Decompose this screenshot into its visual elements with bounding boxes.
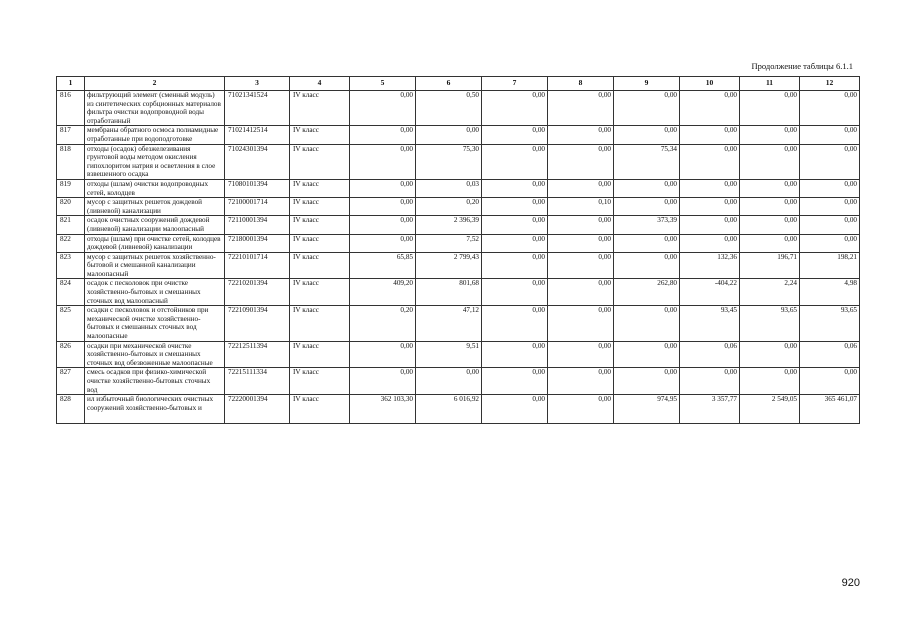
value-col5: 0,00 (350, 341, 416, 368)
value-col9: 974,95 (614, 395, 680, 424)
value-col11: 0,00 (740, 144, 800, 179)
value-col8: 0,00 (548, 216, 614, 234)
value-col11: 0,00 (740, 126, 800, 144)
value-col10: 3 357,77 (680, 395, 740, 424)
value-col6: 0,20 (416, 198, 482, 216)
value-col12: 0,00 (800, 126, 860, 144)
column-header: 9 (614, 77, 680, 91)
value-col8: 0,00 (548, 341, 614, 368)
column-header: 4 (290, 77, 350, 91)
value-col5: 0,20 (350, 306, 416, 341)
value-col7: 0,00 (482, 198, 548, 216)
value-col10: 0,00 (680, 234, 740, 252)
value-col6: 47,12 (416, 306, 482, 341)
row-number: 823 (57, 252, 85, 279)
value-col7: 0,00 (482, 216, 548, 234)
value-col9: 0,00 (614, 306, 680, 341)
hazard-class: IV класс (290, 252, 350, 279)
value-col10: 0,00 (680, 91, 740, 126)
value-col9: 0,00 (614, 234, 680, 252)
table-row (57, 216, 860, 234)
value-col6: 75,30 (416, 144, 482, 179)
value-col11: 0,00 (740, 341, 800, 368)
value-col6: 9,51 (416, 341, 482, 368)
hazard-class: IV класс (290, 234, 350, 252)
value-col9: 0,00 (614, 252, 680, 279)
value-col12: 0,00 (800, 234, 860, 252)
hazard-class: IV класс (290, 395, 350, 424)
value-col11: 0,00 (740, 91, 800, 126)
hazard-class: IV класс (290, 368, 350, 395)
value-col8: 0,00 (548, 179, 614, 197)
value-col8: 0,00 (548, 91, 614, 126)
row-number: 825 (57, 306, 85, 341)
value-col10: -404,22 (680, 279, 740, 306)
value-col7: 0,00 (482, 306, 548, 341)
column-header: 3 (225, 77, 290, 91)
waste-name: мусор с защитных решеток дождевой (ливневой) канализации (85, 198, 225, 216)
value-col10: 0,00 (680, 126, 740, 144)
waste-code: 72100001714 (225, 198, 290, 216)
hazard-class: IV класс (290, 144, 350, 179)
table-row (57, 341, 860, 368)
value-col5: 0,00 (350, 198, 416, 216)
column-header: 10 (680, 77, 740, 91)
value-col11: 0,00 (740, 216, 800, 234)
value-col10: 132,36 (680, 252, 740, 279)
value-col8: 0,00 (548, 126, 614, 144)
value-col10: 0,00 (680, 198, 740, 216)
waste-name: отходы (осадок) обезжелезивания грунтовой воды методом окисления гипохлоритом натрия и осветления в слое взвешенного осадка (85, 144, 225, 179)
value-col9: 373,39 (614, 216, 680, 234)
waste-name: осадок очистных сооружений дождевой (ливневой) канализации малоопасный (85, 216, 225, 234)
value-col11: 0,00 (740, 234, 800, 252)
waste-code: 72220001394 (225, 395, 290, 424)
column-header: 5 (350, 77, 416, 91)
table-row (57, 144, 860, 179)
value-col6: 2 799,43 (416, 252, 482, 279)
value-col6: 6 016,92 (416, 395, 482, 424)
value-col10: 93,45 (680, 306, 740, 341)
waste-name: мусор с защитных решеток хозяйственно-бытовой и смешанной канализации малоопасный (85, 252, 225, 279)
hazard-class: IV класс (290, 126, 350, 144)
value-col12: 4,98 (800, 279, 860, 306)
column-header: 6 (416, 77, 482, 91)
waste-code: 71024301394 (225, 144, 290, 179)
waste-name: осадки с песколовок и отстойников при механической очистке хозяйственно-бытовых и смешанных сточных вод малоопасные (85, 306, 225, 341)
value-col6: 7,52 (416, 234, 482, 252)
column-header: 8 (548, 77, 614, 91)
table-caption: Продолжение таблицы 6.1.1 (751, 61, 853, 71)
value-col8: 0,00 (548, 279, 614, 306)
value-col7: 0,00 (482, 279, 548, 306)
value-col12: 0,00 (800, 144, 860, 179)
value-col12: 0,00 (800, 91, 860, 126)
value-col9: 0,00 (614, 91, 680, 126)
table-row (57, 91, 860, 126)
hazard-class: IV класс (290, 279, 350, 306)
value-col6: 0,00 (416, 368, 482, 395)
value-col5: 362 103,30 (350, 395, 416, 424)
value-col5: 0,00 (350, 144, 416, 179)
waste-name: мембраны обратного осмоса полиамидные отработанные при водоподготовке (85, 126, 225, 144)
value-col9: 0,00 (614, 126, 680, 144)
value-col7: 0,00 (482, 368, 548, 395)
value-col5: 0,00 (350, 234, 416, 252)
value-col7: 0,00 (482, 91, 548, 126)
hazard-class: IV класс (290, 198, 350, 216)
row-number: 817 (57, 126, 85, 144)
value-col6: 0,50 (416, 91, 482, 126)
waste-code: 72180001394 (225, 234, 290, 252)
table-row (57, 368, 860, 395)
table-row (57, 126, 860, 144)
row-number: 819 (57, 179, 85, 197)
value-col5: 0,00 (350, 216, 416, 234)
value-col5: 0,00 (350, 368, 416, 395)
table-row (57, 179, 860, 197)
value-col7: 0,00 (482, 395, 548, 424)
row-number: 820 (57, 198, 85, 216)
waste-name: смесь осадков при физико-химической очистке хозяйственно-бытовых сточных вод (85, 368, 225, 395)
table-row (57, 306, 860, 341)
value-col11: 0,00 (740, 198, 800, 216)
column-header: 7 (482, 77, 548, 91)
value-col6: 0,03 (416, 179, 482, 197)
value-col12: 198,21 (800, 252, 860, 279)
value-col12: 0,00 (800, 198, 860, 216)
value-col12: 0,00 (800, 216, 860, 234)
value-col10: 0,00 (680, 144, 740, 179)
value-col11: 93,65 (740, 306, 800, 341)
waste-name: отходы (шлам) при очистке сетей, колодцев дождевой (ливневой) канализации (85, 234, 225, 252)
value-col10: 0,06 (680, 341, 740, 368)
value-col9: 0,00 (614, 341, 680, 368)
hazard-class: IV класс (290, 306, 350, 341)
value-col5: 0,00 (350, 179, 416, 197)
waste-code: 72212511394 (225, 341, 290, 368)
value-col5: 409,20 (350, 279, 416, 306)
table-row (57, 252, 860, 279)
value-col11: 2 549,05 (740, 395, 800, 424)
row-number: 826 (57, 341, 85, 368)
waste-code: 71021412514 (225, 126, 290, 144)
waste-code: 72210901394 (225, 306, 290, 341)
waste-code: 71080101394 (225, 179, 290, 197)
row-number: 818 (57, 144, 85, 179)
table-row (57, 198, 860, 216)
value-col5: 65,85 (350, 252, 416, 279)
hazard-class: IV класс (290, 341, 350, 368)
waste-name: фильтрующий элемент (сменный модуль) из синтетических сорбционных материалов фильтра очистки водопроводной воды отработанный (85, 91, 225, 126)
value-col7: 0,00 (482, 252, 548, 279)
value-col9: 0,00 (614, 198, 680, 216)
column-header: 1 (57, 77, 85, 91)
header-row (57, 77, 860, 91)
value-col12: 0,06 (800, 341, 860, 368)
value-col11: 2,24 (740, 279, 800, 306)
waste-table (56, 76, 860, 424)
value-col7: 0,00 (482, 179, 548, 197)
value-col10: 0,00 (680, 368, 740, 395)
table-row (57, 279, 860, 306)
column-header: 12 (800, 77, 860, 91)
waste-code: 71021341524 (225, 91, 290, 126)
waste-code: 72215111334 (225, 368, 290, 395)
value-col12: 365 461,07 (800, 395, 860, 424)
value-col8: 0,00 (548, 144, 614, 179)
value-col5: 0,00 (350, 126, 416, 144)
row-number: 827 (57, 368, 85, 395)
value-col9: 262,80 (614, 279, 680, 306)
value-col8: 0,00 (548, 395, 614, 424)
value-col10: 0,00 (680, 179, 740, 197)
waste-name: осадки при механической очистке хозяйственно-бытовых и смешанных сточных вод обезвоженные малоопасные (85, 341, 225, 368)
value-col6: 2 396,39 (416, 216, 482, 234)
hazard-class: IV класс (290, 91, 350, 126)
column-header: 11 (740, 77, 800, 91)
page-number: 920 (841, 577, 860, 589)
waste-code: 72210101714 (225, 252, 290, 279)
value-col6: 801,68 (416, 279, 482, 306)
value-col8: 0,10 (548, 198, 614, 216)
value-col6: 0,00 (416, 126, 482, 144)
waste-name: осадок с песколовок при очистке хозяйственно-бытовых и смешанных сточных вод малоопасный (85, 279, 225, 306)
value-col8: 0,00 (548, 368, 614, 395)
value-col8: 0,00 (548, 306, 614, 341)
waste-name: ил избыточный биологических очистных сооружений хозяйственно-бытовых и (85, 395, 225, 424)
value-col7: 0,00 (482, 234, 548, 252)
waste-name: отходы (шлам) очистки водопроводных сетей, колодцев (85, 179, 225, 197)
row-number: 822 (57, 234, 85, 252)
value-col11: 196,71 (740, 252, 800, 279)
value-col10: 0,00 (680, 216, 740, 234)
value-col8: 0,00 (548, 252, 614, 279)
row-number: 824 (57, 279, 85, 306)
value-col12: 93,65 (800, 306, 860, 341)
row-number: 828 (57, 395, 85, 424)
row-number: 821 (57, 216, 85, 234)
value-col7: 0,00 (482, 126, 548, 144)
value-col9: 0,00 (614, 368, 680, 395)
value-col7: 0,00 (482, 144, 548, 179)
value-col5: 0,00 (350, 91, 416, 126)
value-col7: 0,00 (482, 341, 548, 368)
table-row (57, 395, 860, 424)
value-col11: 0,00 (740, 368, 800, 395)
waste-code: 72110001394 (225, 216, 290, 234)
column-header: 2 (85, 77, 225, 91)
table-row (57, 234, 860, 252)
hazard-class: IV класс (290, 216, 350, 234)
row-number: 816 (57, 91, 85, 126)
value-col9: 75,34 (614, 144, 680, 179)
value-col12: 0,00 (800, 368, 860, 395)
value-col12: 0,00 (800, 179, 860, 197)
hazard-class: IV класс (290, 179, 350, 197)
value-col9: 0,00 (614, 179, 680, 197)
value-col11: 0,00 (740, 179, 800, 197)
waste-code: 72210201394 (225, 279, 290, 306)
value-col8: 0,00 (548, 234, 614, 252)
